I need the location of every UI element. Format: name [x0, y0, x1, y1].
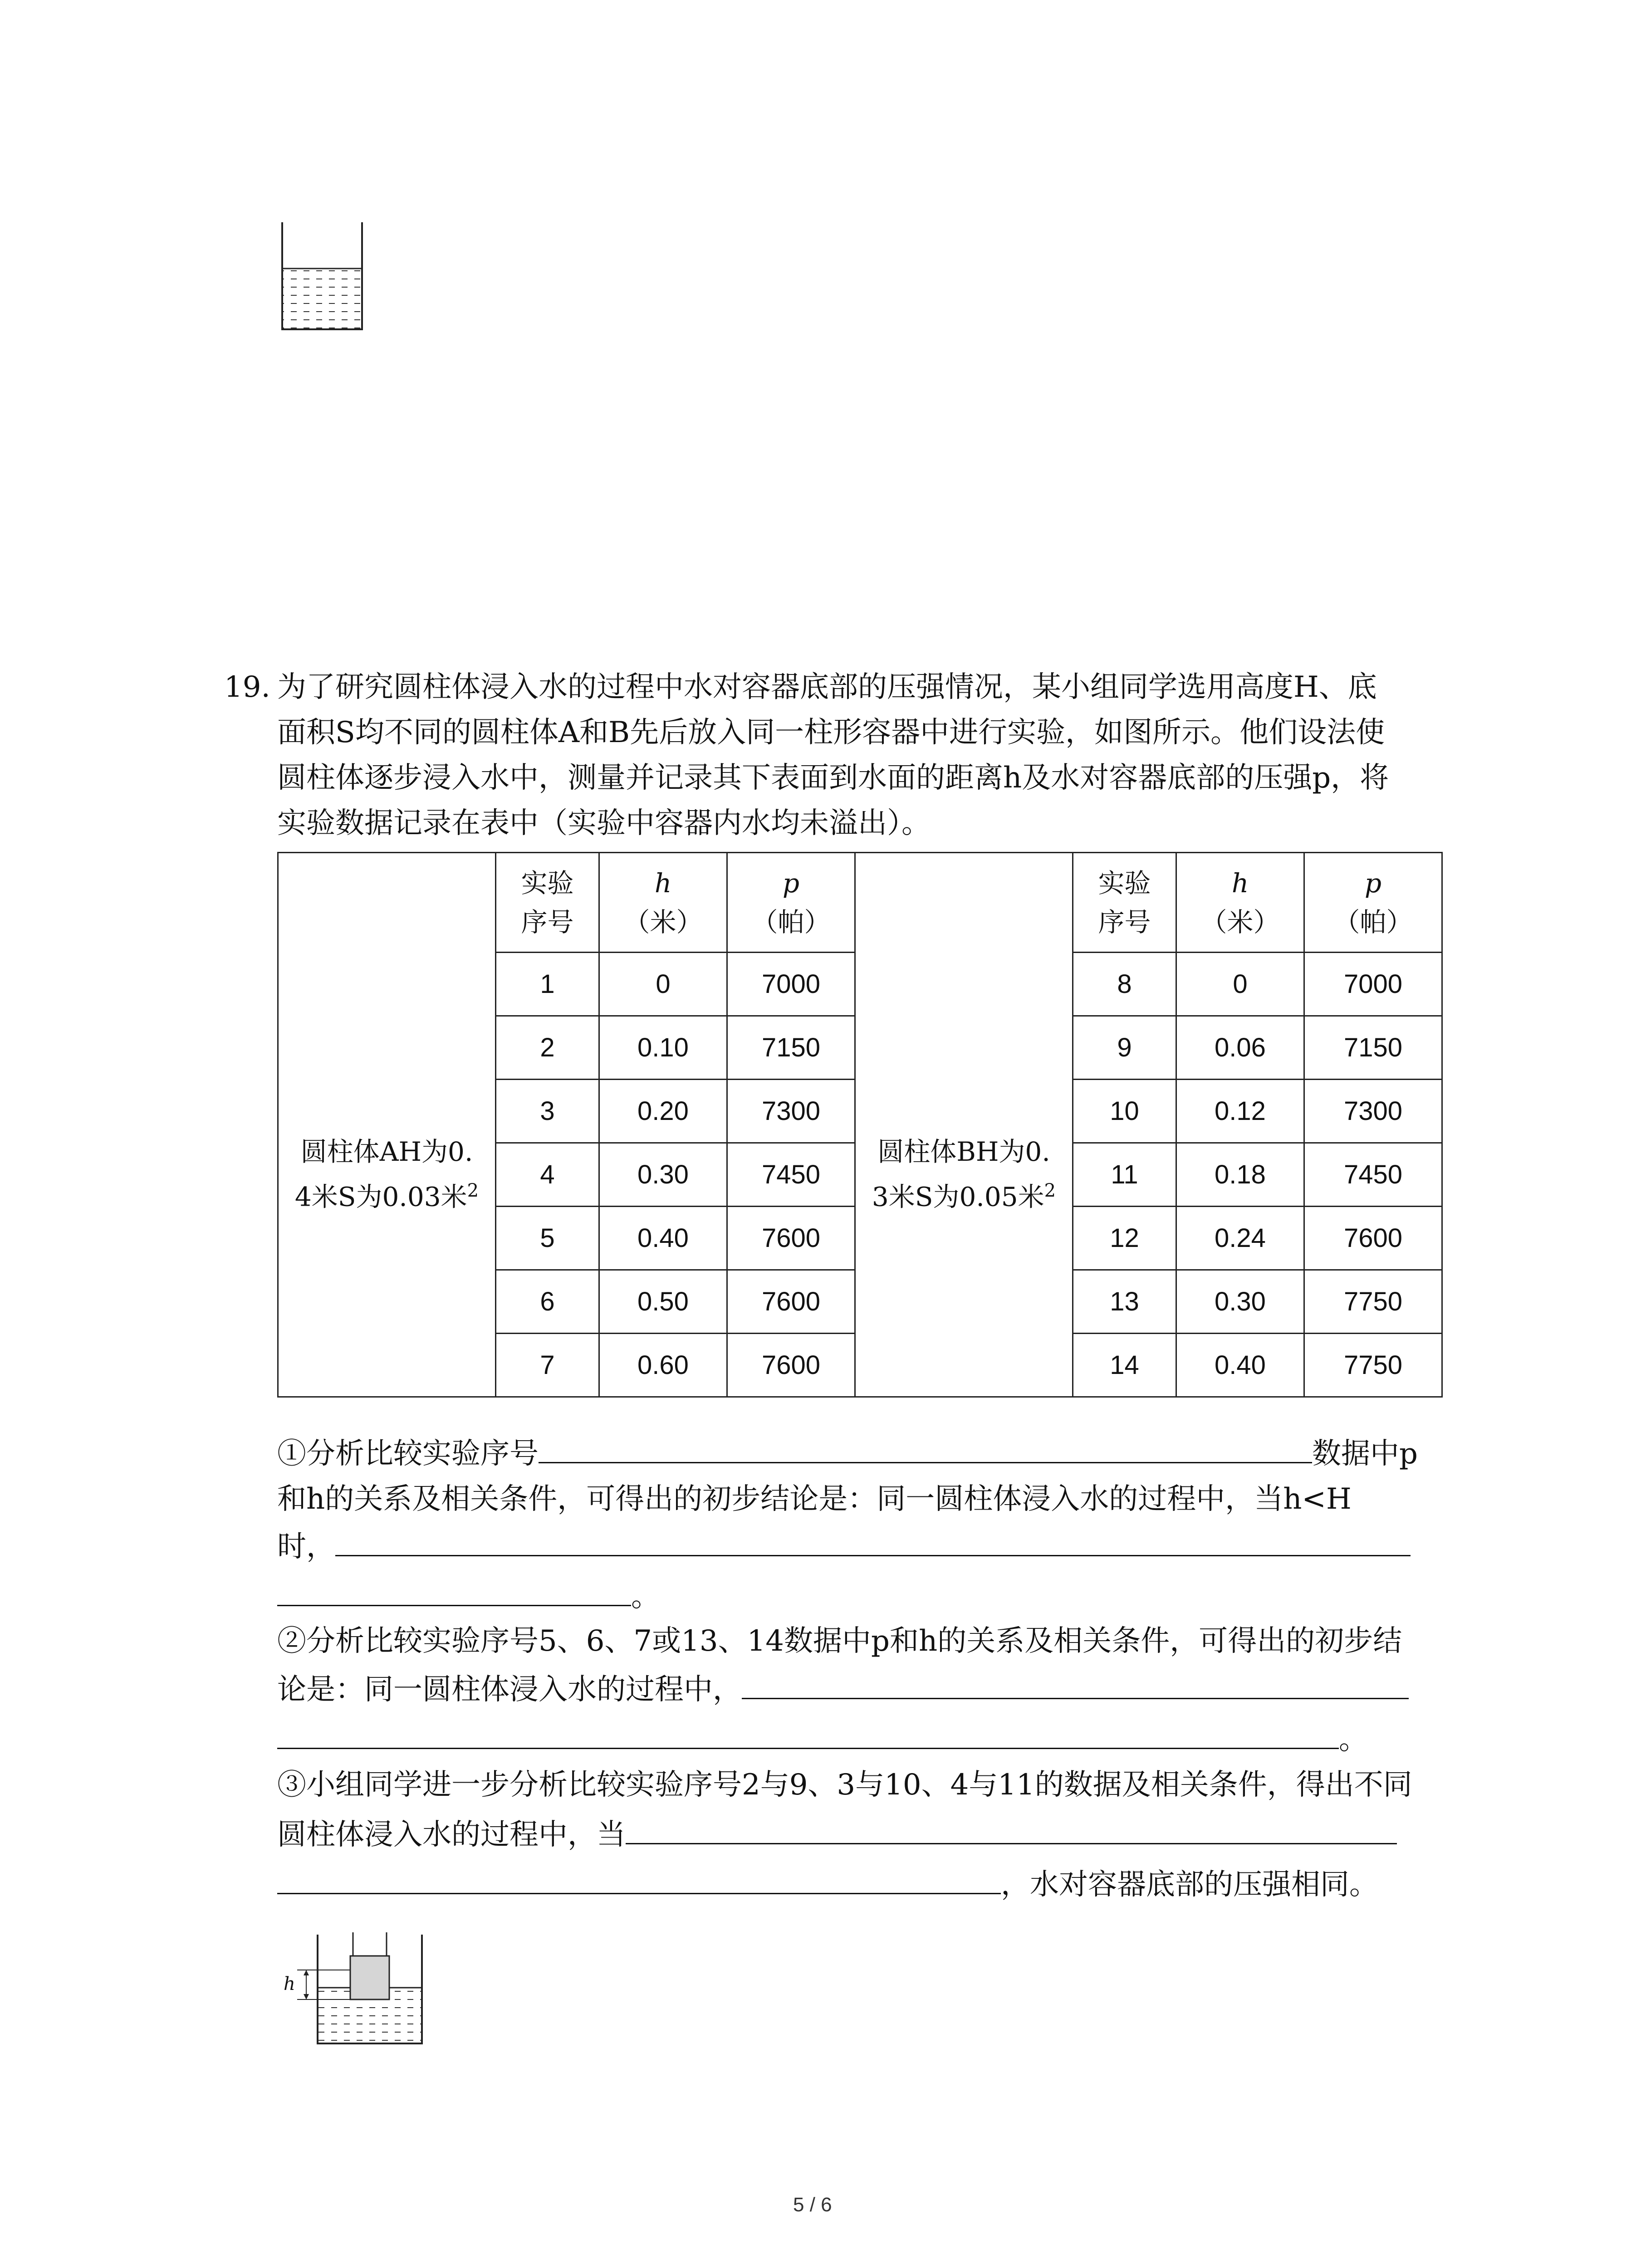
header-seq-a: 实验 序号: [496, 853, 599, 953]
empty-header-cell-a: [278, 853, 496, 953]
header-p-a: p （帕）: [727, 853, 855, 953]
p-cell: 7750: [1304, 1270, 1442, 1334]
h-cell: 0.40: [599, 1207, 727, 1270]
q3-line-2: 圆柱体浸入水的过程中，当: [277, 1817, 1397, 1853]
p-cell: 7600: [727, 1334, 855, 1397]
cylinder-in-water-figure: [279, 1930, 429, 2048]
seq-cell: 8: [1073, 953, 1176, 1016]
h-cell: 0.30: [1176, 1270, 1304, 1334]
h-cell: 0.12: [1176, 1080, 1304, 1143]
table-header-row: [278, 853, 1442, 953]
seq-cell: 6: [496, 1270, 599, 1334]
water-fill: [282, 269, 362, 329]
question-intro-line-2: 面积S均不同的圆柱体A和B先后放入同一柱形容器中进行实验，如图所示。他们设法使: [277, 716, 1385, 749]
question-intro-line-3: 圆柱体逐步浸入水中，测量并记录其下表面到水面的距离h及水对容器底部的压强p，将: [277, 761, 1389, 795]
q2-answer-blank-2[interactable]: [277, 1748, 1339, 1749]
seq-cell: 1: [496, 953, 599, 1016]
seq-cell: 12: [1073, 1207, 1176, 1270]
p-cell: 7150: [1304, 1016, 1442, 1080]
q2-line-1: ②分析比较实验序号5、6、7或13、14数据中p和h的关系及相关条件，可得出的初步结: [277, 1624, 1402, 1658]
p-cell: 7600: [1304, 1207, 1442, 1270]
h-cell: 0.18: [1176, 1143, 1304, 1207]
header-h-b: h （米）: [1176, 853, 1304, 953]
seq-cell: 11: [1073, 1143, 1176, 1207]
q1-answer-blank-3[interactable]: [277, 1605, 631, 1606]
header-p-b: p （帕）: [1304, 853, 1442, 953]
q3-answer-blank-2[interactable]: [277, 1893, 1001, 1894]
question-intro-line-4: 实验数据记录在表中（实验中容器内水均未溢出）。: [277, 807, 931, 840]
page-number: 5 / 6: [793, 2194, 832, 2216]
q3-answer-blank-1[interactable]: [626, 1843, 1397, 1844]
header-h-a: h （米）: [599, 853, 727, 953]
h-cell: 0.20: [599, 1080, 727, 1143]
q1-answer-blank-1[interactable]: [539, 1462, 1312, 1463]
p-cell: 7600: [727, 1207, 855, 1270]
h-arrow-up: [304, 1970, 309, 1975]
p-cell: 7000: [1304, 953, 1442, 1016]
q2-answer-blank-1[interactable]: [742, 1698, 1409, 1699]
h-cell: 0.50: [599, 1270, 727, 1334]
seq-cell: 10: [1073, 1080, 1176, 1143]
h-label: h: [284, 1974, 295, 1994]
h-cell: 0.10: [599, 1016, 727, 1080]
q2-line-2: 论是：同一圆柱体浸入水的过程中，: [277, 1672, 1409, 1708]
q3-line-3: ，水对容器底部的压强相同。: [277, 1867, 1378, 1903]
p-cell: 7750: [1304, 1334, 1442, 1397]
seq-cell: 7: [496, 1334, 599, 1397]
h-cell: 0: [1176, 953, 1304, 1016]
seq-cell: 5: [496, 1207, 599, 1270]
q1-line-3: 时，: [277, 1529, 1411, 1565]
q1-line-2: 和h的关系及相关条件，可得出的初步结论是：同一圆柱体浸入水的过程中，当h<H: [277, 1482, 1352, 1516]
cylinder-block: [350, 1956, 389, 1999]
p-cell: 7600: [727, 1270, 855, 1334]
empty-header-cell-b: [855, 853, 1073, 953]
seq-cell: 2: [496, 1016, 599, 1080]
p-cell: 7300: [727, 1080, 855, 1143]
container-figure-top: [277, 218, 367, 336]
group-label-a: 圆柱体AH为0. 4米S为0.03米$^2$: [278, 953, 496, 1397]
h-cell: 0.30: [599, 1143, 727, 1207]
p-cell: 7450: [1304, 1143, 1442, 1207]
q1-line-4: 。: [277, 1579, 660, 1615]
group-label-b: 圆柱体BH为0. 3米S为0.05米$^2$: [855, 953, 1073, 1397]
question-number: 19.: [224, 670, 270, 704]
seq-cell: 9: [1073, 1016, 1176, 1080]
seq-cell: 3: [496, 1080, 599, 1143]
q1-answer-blank-2[interactable]: [335, 1555, 1411, 1556]
h-cell: 0: [599, 953, 727, 1016]
seq-cell: 14: [1073, 1334, 1176, 1397]
p-cell: 7150: [727, 1016, 855, 1080]
h-cell: 0.06: [1176, 1016, 1304, 1080]
q1-line-1: ①分析比较实验序号 数据中p: [277, 1437, 1418, 1471]
h-cell: 0.60: [599, 1334, 727, 1397]
h-arrow-down: [304, 1994, 309, 1999]
p-cell: 7300: [1304, 1080, 1442, 1143]
question-intro-line-1: 为了研究圆柱体浸入水的过程中水对容器底部的压强情况，某小组同学选用高度H、底: [277, 670, 1377, 704]
q3-line-1: ③小组同学进一步分析比较实验序号2与9、3与10、4与11的数据及相关条件，得出不同: [277, 1768, 1412, 1802]
experiment-data-table: [277, 852, 1443, 1398]
h-cell: 0.24: [1176, 1207, 1304, 1270]
h-cell: 0.40: [1176, 1334, 1304, 1397]
table-row: [278, 953, 1442, 1016]
p-cell: 7000: [727, 953, 855, 1016]
seq-cell: 13: [1073, 1270, 1176, 1334]
p-cell: 7450: [727, 1143, 855, 1207]
q2-line-3: 。: [277, 1721, 1368, 1758]
header-seq-b: 实验 序号: [1073, 853, 1176, 953]
seq-cell: 4: [496, 1143, 599, 1207]
